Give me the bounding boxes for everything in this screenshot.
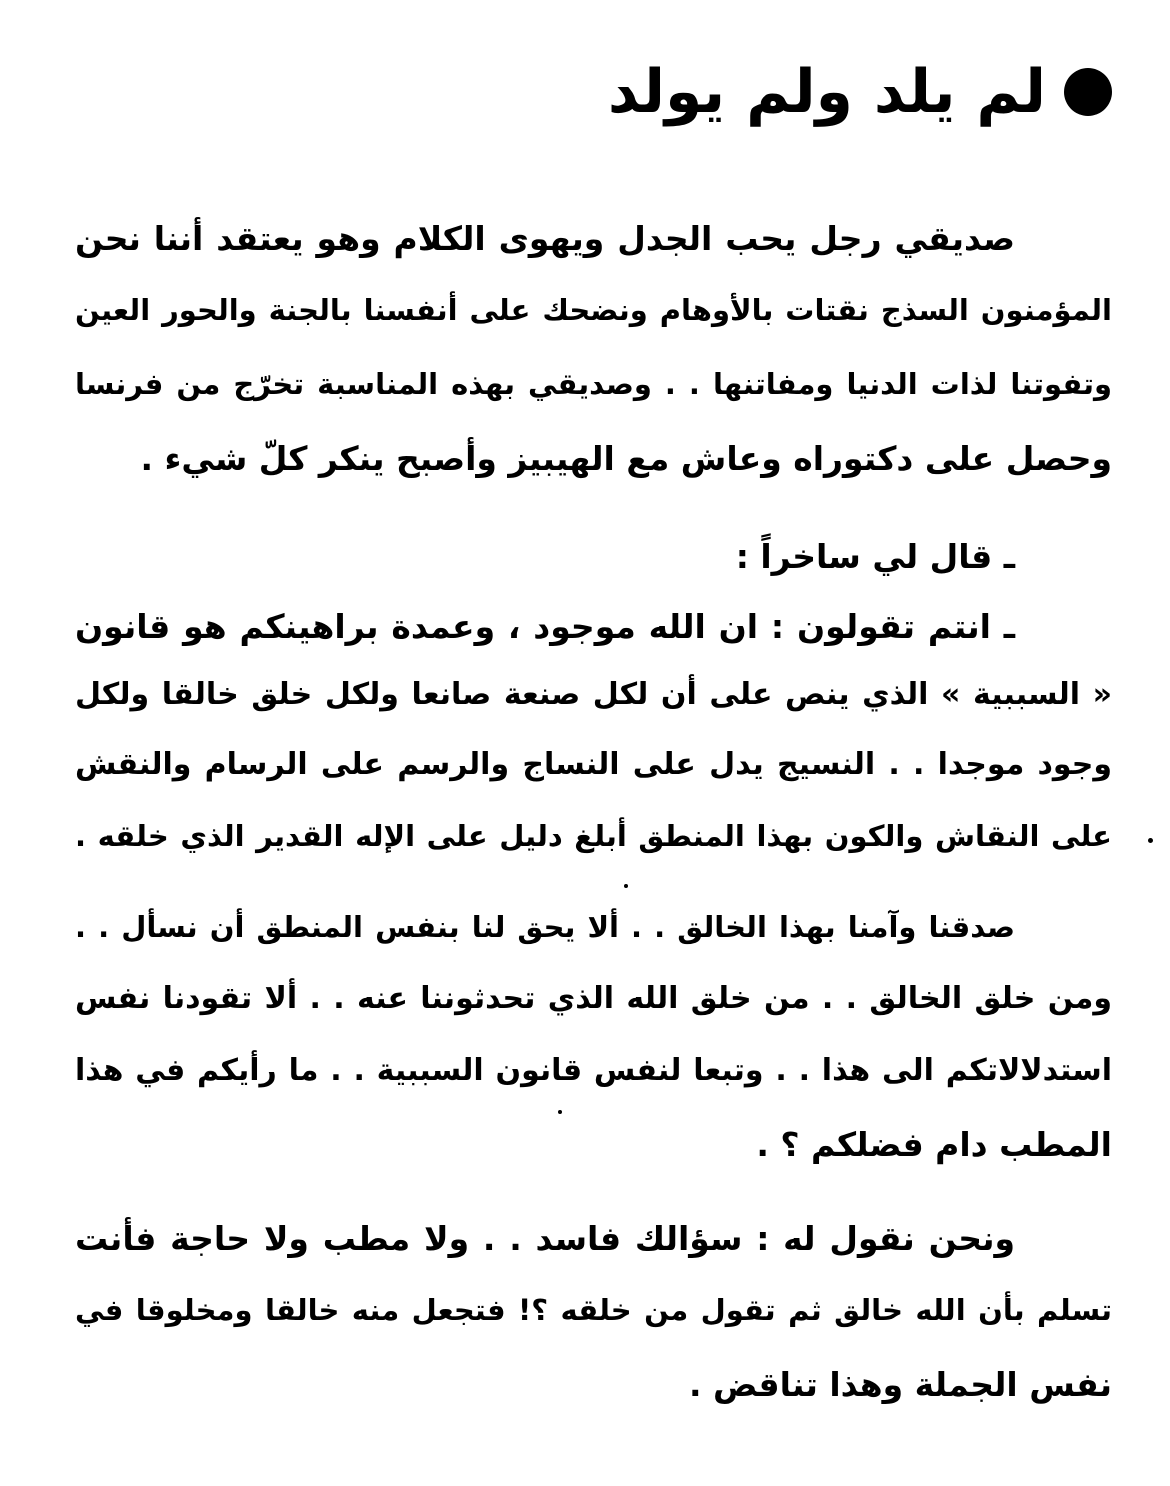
title-row xyxy=(607,57,1112,127)
scan-speck xyxy=(624,884,628,888)
bullet-icon xyxy=(1064,68,1112,116)
page-title: لم يلد ولم يولد xyxy=(607,57,1046,127)
scan-speck xyxy=(558,1110,562,1114)
paragraph-5-line-3: نفس الجملة وهذا تناقض . xyxy=(688,1365,1112,1404)
scan-speck xyxy=(1148,838,1153,843)
paragraph-4-line-3: استدلالاتكم الى هذا . . وتبعا لنفس قانون السببية . . ما رأيكم في هذا xyxy=(75,1053,1112,1088)
paragraph-5-line-1: ونحن نقول له : سؤالك فاسد . . ولا مطب ولا حاجة فأنت xyxy=(75,1219,1015,1258)
paragraph-3-line-3: وجود موجدا . . النسيج يدل على النساج والرسم على الرسام والنقش xyxy=(75,747,1112,782)
paragraph-1-line-3: وتفوتنا لذات الدنيا ومفاتنها . . وصديقي بهذه المناسبة تخرّج من فرنسا xyxy=(75,367,1112,401)
paragraph-2-line-1: ـ قال لي ساخراً : xyxy=(735,537,1015,576)
paragraph-4-line-2: ومن خلق الخالق . . من خلق الله الذي تحدثوننا عنه . . ألا تقودنا نفس xyxy=(75,981,1112,1016)
paragraph-1-line-2: المؤمنون السذج نقتات بالأوهام ونضحك على أنفسنا بالجنة والحور العين xyxy=(75,293,1112,327)
paragraph-1-line-1: صديقي رجل يحب الجدل ويهوى الكلام وهو يعتقد أننا نحن xyxy=(75,219,1015,258)
paragraph-3-line-1: ـ انتم تقولون : ان الله موجود ، وعمدة براهينكم هو قانون xyxy=(75,607,1015,646)
paragraph-3-line-4: على النقاش والكون بهذا المنطق أبلغ دليل على الإله القدير الذي خلقه . xyxy=(75,819,1112,853)
paragraph-4-line-4: المطب دام فضلكم ؟ . xyxy=(756,1125,1112,1164)
paragraph-1-line-4: وحصل على دكتوراه وعاش مع الهيبيز وأصبح ينكر كلّ شيء . xyxy=(140,439,1112,478)
paragraph-3-line-2: « السببية » الذي ينص على أن لكل صنعة صانعا ولكل خلق خالقا ولكل xyxy=(75,677,1112,712)
paragraph-4-line-1: صدقنا وآمنا بهذا الخالق . . ألا يحق لنا بنفس المنطق أن نسأل . . xyxy=(75,910,1015,944)
paragraph-5-line-2: تسلم بأن الله خالق ثم تقول من خلقه ؟! فتجعل منه خالقا ومخلوقا في xyxy=(75,1293,1112,1327)
